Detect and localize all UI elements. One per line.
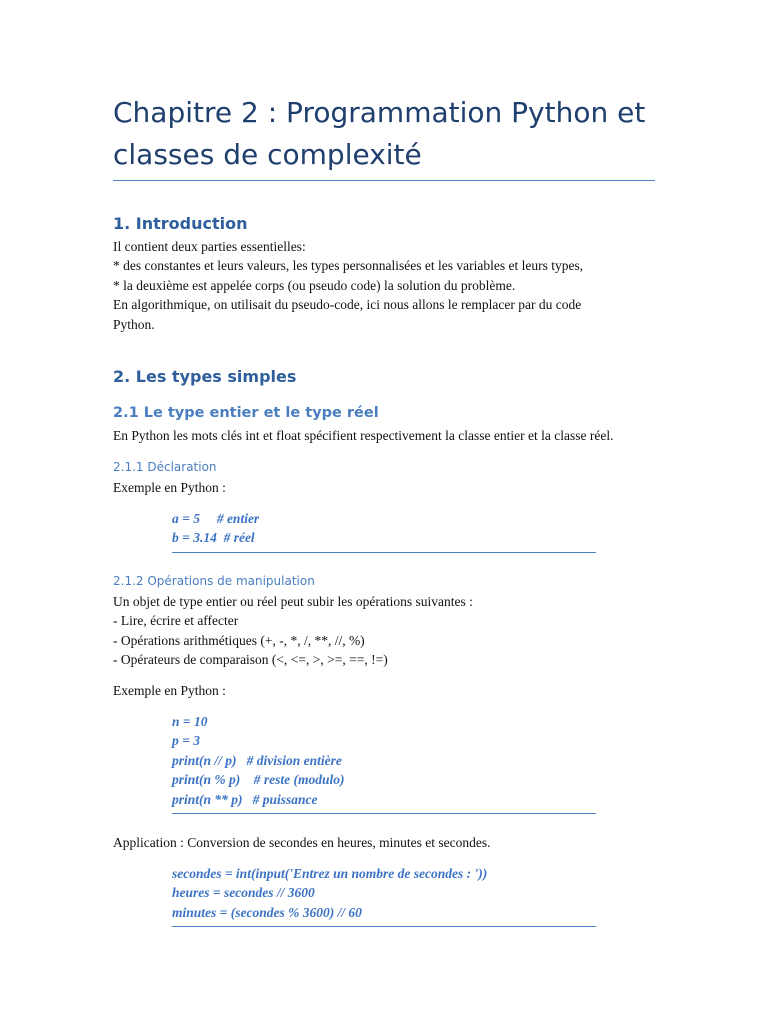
text-line: - Opérations arithmétiques (+, -, *, /, **, //, %) [113,632,365,648]
text-line: * la deuxième est appelée corps (ou pseudo code) la solution du problème. [113,277,516,293]
text-line: Exemple en Python : [113,480,226,495]
text-line: En Python les mots clés int et float spécifient respectivement la classe entier et la classe réel. [113,428,614,443]
text-line: * des constantes et leurs valeurs, les types personnalisées et les variables et leurs types, [113,258,584,274]
text-line: - Lire, écrire et affecter [113,613,239,629]
declaration-intro [113,478,673,497]
code-line: print(n % p) # reste (modulo) [172,772,345,788]
text-line: Un objet de type entier ou réel peut subir les opérations suivantes : [113,594,473,609]
heading-types-simples: 2. Les types simples [113,367,297,386]
operations-intro [113,681,673,700]
application-paragraph [113,833,673,852]
text-line: - Opérateurs de comparaison (<, <=, >, >=, ==, !=) [113,652,388,668]
code-line: n = 10 [172,714,208,729]
heading-type-entier-reel: 2.1 Le type entier et le type réel [113,405,379,421]
heading-introduction: 1. Introduction [113,214,248,233]
code-line: a = 5 # entier [172,511,260,526]
text-line: Python. [113,316,155,332]
text-line: Application : Conversion de secondes en heures, minutes et secondes. [113,835,491,850]
introduction-paragraph [113,237,673,334]
text-line: En algorithmique, on utilisait du pseudo-code, ici nous allons le remplacer par du code [113,297,582,313]
code-line: p = 3 [172,733,200,749]
heading-operations: 2.1.2 Opérations de manipulation [113,574,315,588]
code-block-declaration [172,509,596,553]
text-line: Exemple en Python : [113,683,226,698]
types-paragraph [113,426,673,445]
code-line: secondes = int(input('Entrez un nombre de secondes : ')) [172,866,488,881]
heading-declaration: 2.1.1 Déclaration [113,460,217,474]
title-divider [113,180,655,181]
code-block-operations [172,712,596,814]
code-line: minutes = (secondes % 3600) // 60 [172,904,362,920]
code-line: print(n // p) # division entière [172,752,342,768]
operations-paragraph [113,592,673,670]
page-title: Chapitre 2 : Programmation Python et classes de complexité [113,96,646,171]
text-line: Il contient deux parties essentielles: [113,239,306,254]
code-line: print(n ** p) # puissance [172,791,318,807]
code-block-application [172,864,596,927]
code-line: b = 3.14 # réel [172,530,255,546]
code-line: heures = secondes // 3600 [172,885,315,901]
